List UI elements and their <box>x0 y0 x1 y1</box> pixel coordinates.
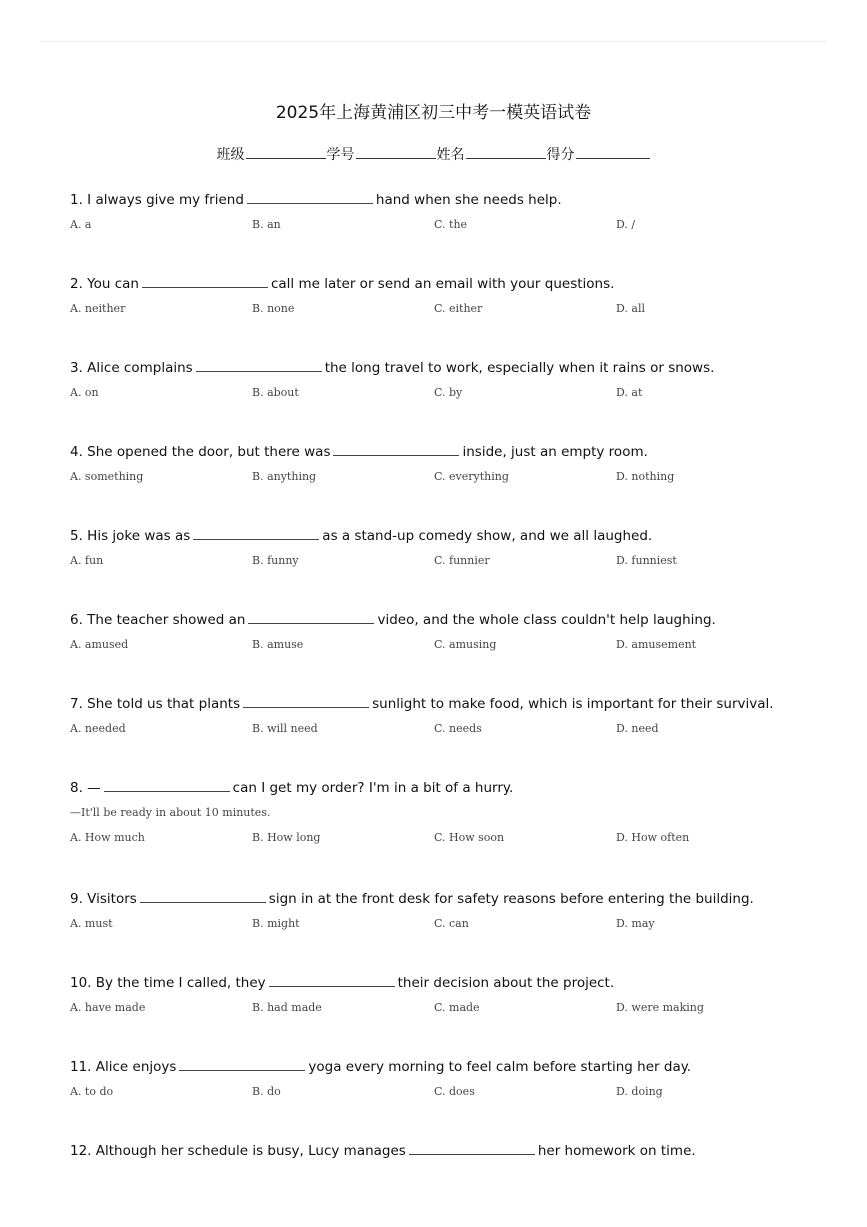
question-text-before: 1. I always give my friend <box>70 192 244 208</box>
option-c: C. either <box>434 302 483 315</box>
question-text-after: sunlight to make food, which is important for their survival. <box>372 696 774 712</box>
question-text-before: 9. Visitors <box>70 891 137 907</box>
option-b: B. amuse <box>252 638 304 651</box>
question-item <box>70 889 830 973</box>
page-title: 2025年上海黄浦区初三中考一模英语试卷 <box>275 103 592 123</box>
option-b: B. an <box>252 218 281 231</box>
question-stem <box>70 358 830 378</box>
option-d: D. may <box>616 917 655 930</box>
question-text-after: can I get my order? I'm in a bit of a hurry. <box>232 780 514 796</box>
question-item <box>70 1141 830 1225</box>
question-stem <box>70 973 830 993</box>
question-stem <box>70 190 830 210</box>
class-blank <box>246 144 326 159</box>
option-a: A. to do <box>70 1085 114 1098</box>
question-stem <box>70 274 830 294</box>
option-row <box>70 468 830 486</box>
question-text-after: her homework on time. <box>537 1143 696 1159</box>
answer-blank <box>409 1142 535 1155</box>
question-item <box>70 358 830 442</box>
option-row <box>70 384 830 402</box>
option-b: B. anything <box>252 470 317 483</box>
option-c: C. the <box>434 218 468 231</box>
option-a: A. needed <box>70 722 126 735</box>
question-text-before: 5. His joke was as <box>70 528 191 544</box>
question-item <box>70 274 830 358</box>
class-label: 班级 <box>216 147 245 163</box>
option-c: C. by <box>434 386 463 399</box>
option-d: D. were making <box>616 1001 704 1014</box>
question-text-after: video, and the whole class couldn't help laughing. <box>377 612 716 628</box>
option-row <box>70 636 830 654</box>
question-item <box>70 526 830 610</box>
question-text-before: 4. She opened the door, but there was <box>70 444 331 460</box>
answer-blank <box>333 443 459 456</box>
option-d: D. nothing <box>616 470 675 483</box>
question-text-before: 6. The teacher showed an <box>70 612 246 628</box>
question-item <box>70 1057 830 1141</box>
number-blank <box>356 144 436 159</box>
option-c: C. can <box>434 917 469 930</box>
question-stem <box>70 442 830 462</box>
answer-blank <box>196 359 322 372</box>
question-text-after: hand when she needs help. <box>375 192 562 208</box>
option-a: A. amused <box>70 638 129 651</box>
option-b: B. do <box>252 1085 281 1098</box>
question-item <box>70 778 830 889</box>
option-a: A. on <box>70 386 99 399</box>
question-stem <box>70 778 830 798</box>
question-stem <box>70 1057 830 1077</box>
option-row <box>70 999 830 1017</box>
option-c: C. How soon <box>434 831 505 844</box>
option-d: D. all <box>616 302 646 315</box>
question-text-after: inside, just an empty room. <box>462 444 648 460</box>
option-a: A. fun <box>70 554 104 567</box>
answer-blank <box>140 890 266 903</box>
question-item <box>70 694 830 778</box>
option-c: C. made <box>434 1001 480 1014</box>
answer-blank <box>247 191 373 204</box>
dialogue-reply: —It'll be ready in about 10 minutes. <box>70 806 271 819</box>
name-label: 姓名 <box>436 147 465 163</box>
option-c: C. does <box>434 1085 475 1098</box>
question-item <box>70 973 830 1057</box>
number-label: 学号 <box>326 147 355 163</box>
answer-blank <box>193 527 319 540</box>
option-d: D. funniest <box>616 554 677 567</box>
question-text-before: 7. She told us that plants <box>70 696 241 712</box>
question-item <box>70 610 830 694</box>
option-a: A. How much <box>70 831 145 844</box>
option-b: B. How long <box>252 831 321 844</box>
question-list <box>70 190 830 1225</box>
question-item <box>70 190 830 274</box>
student-info-line <box>0 144 867 164</box>
answer-blank <box>142 275 268 288</box>
question-stem <box>70 1141 830 1161</box>
option-b: B. none <box>252 302 295 315</box>
answer-blank <box>243 695 369 708</box>
name-blank <box>466 144 546 159</box>
option-c: C. amusing <box>434 638 497 651</box>
option-b: B. funny <box>252 554 299 567</box>
option-c: C. needs <box>434 722 482 735</box>
score-blank <box>576 144 650 159</box>
option-a: A. something <box>70 470 144 483</box>
question-text-after: as a stand-up comedy show, and we all laughed. <box>322 528 653 544</box>
top-divider <box>40 41 827 42</box>
question-item <box>70 442 830 526</box>
option-row <box>70 300 830 318</box>
option-d: D. doing <box>616 1085 663 1098</box>
answer-blank <box>269 974 395 987</box>
option-a: A. must <box>70 917 113 930</box>
option-b: B. about <box>252 386 299 399</box>
question-stem <box>70 694 830 714</box>
option-b: B. will need <box>252 722 318 735</box>
answer-blank <box>179 1058 305 1071</box>
option-row <box>70 1083 830 1101</box>
question-text-before: 8. — <box>70 780 101 796</box>
option-a: A. have made <box>70 1001 146 1014</box>
option-a: A. a <box>70 218 92 231</box>
score-label: 得分 <box>546 147 575 163</box>
option-c: C. everything <box>434 470 509 483</box>
question-stem <box>70 610 830 630</box>
option-b: B. might <box>252 917 300 930</box>
question-text-after: the long travel to work, especially when it rains or snows. <box>324 360 715 376</box>
option-c: C. funnier <box>434 554 490 567</box>
option-d: D. need <box>616 722 659 735</box>
option-d: D. How often <box>616 831 690 844</box>
question-text-before: 3. Alice complains <box>70 360 193 376</box>
question-text-before: 12. Although her schedule is busy, Lucy manages <box>70 1143 406 1159</box>
question-text-after: sign in at the front desk for safety reasons before entering the building. <box>268 891 754 907</box>
option-d: D. / <box>616 218 636 231</box>
question-text-after: call me later or send an email with your questions. <box>270 276 615 292</box>
question-text-after: yoga every morning to feel calm before starting her day. <box>308 1059 692 1075</box>
option-d: D. at <box>616 386 643 399</box>
option-row <box>70 915 830 933</box>
question-text-before: 2. You can <box>70 276 139 292</box>
option-b: B. had made <box>252 1001 322 1014</box>
option-row <box>70 216 830 234</box>
question-text-before: 10. By the time I called, they <box>70 975 266 991</box>
answer-blank <box>248 611 374 624</box>
option-row <box>70 552 830 570</box>
question-stem <box>70 889 830 909</box>
option-row <box>70 720 830 738</box>
answer-blank <box>104 779 230 792</box>
question-stem <box>70 526 830 546</box>
question-text-before: 11. Alice enjoys <box>70 1059 177 1075</box>
option-a: A. neither <box>70 302 126 315</box>
option-row <box>70 829 830 847</box>
question-text-after: their decision about the project. <box>397 975 615 991</box>
option-d: D. amusement <box>616 638 697 651</box>
